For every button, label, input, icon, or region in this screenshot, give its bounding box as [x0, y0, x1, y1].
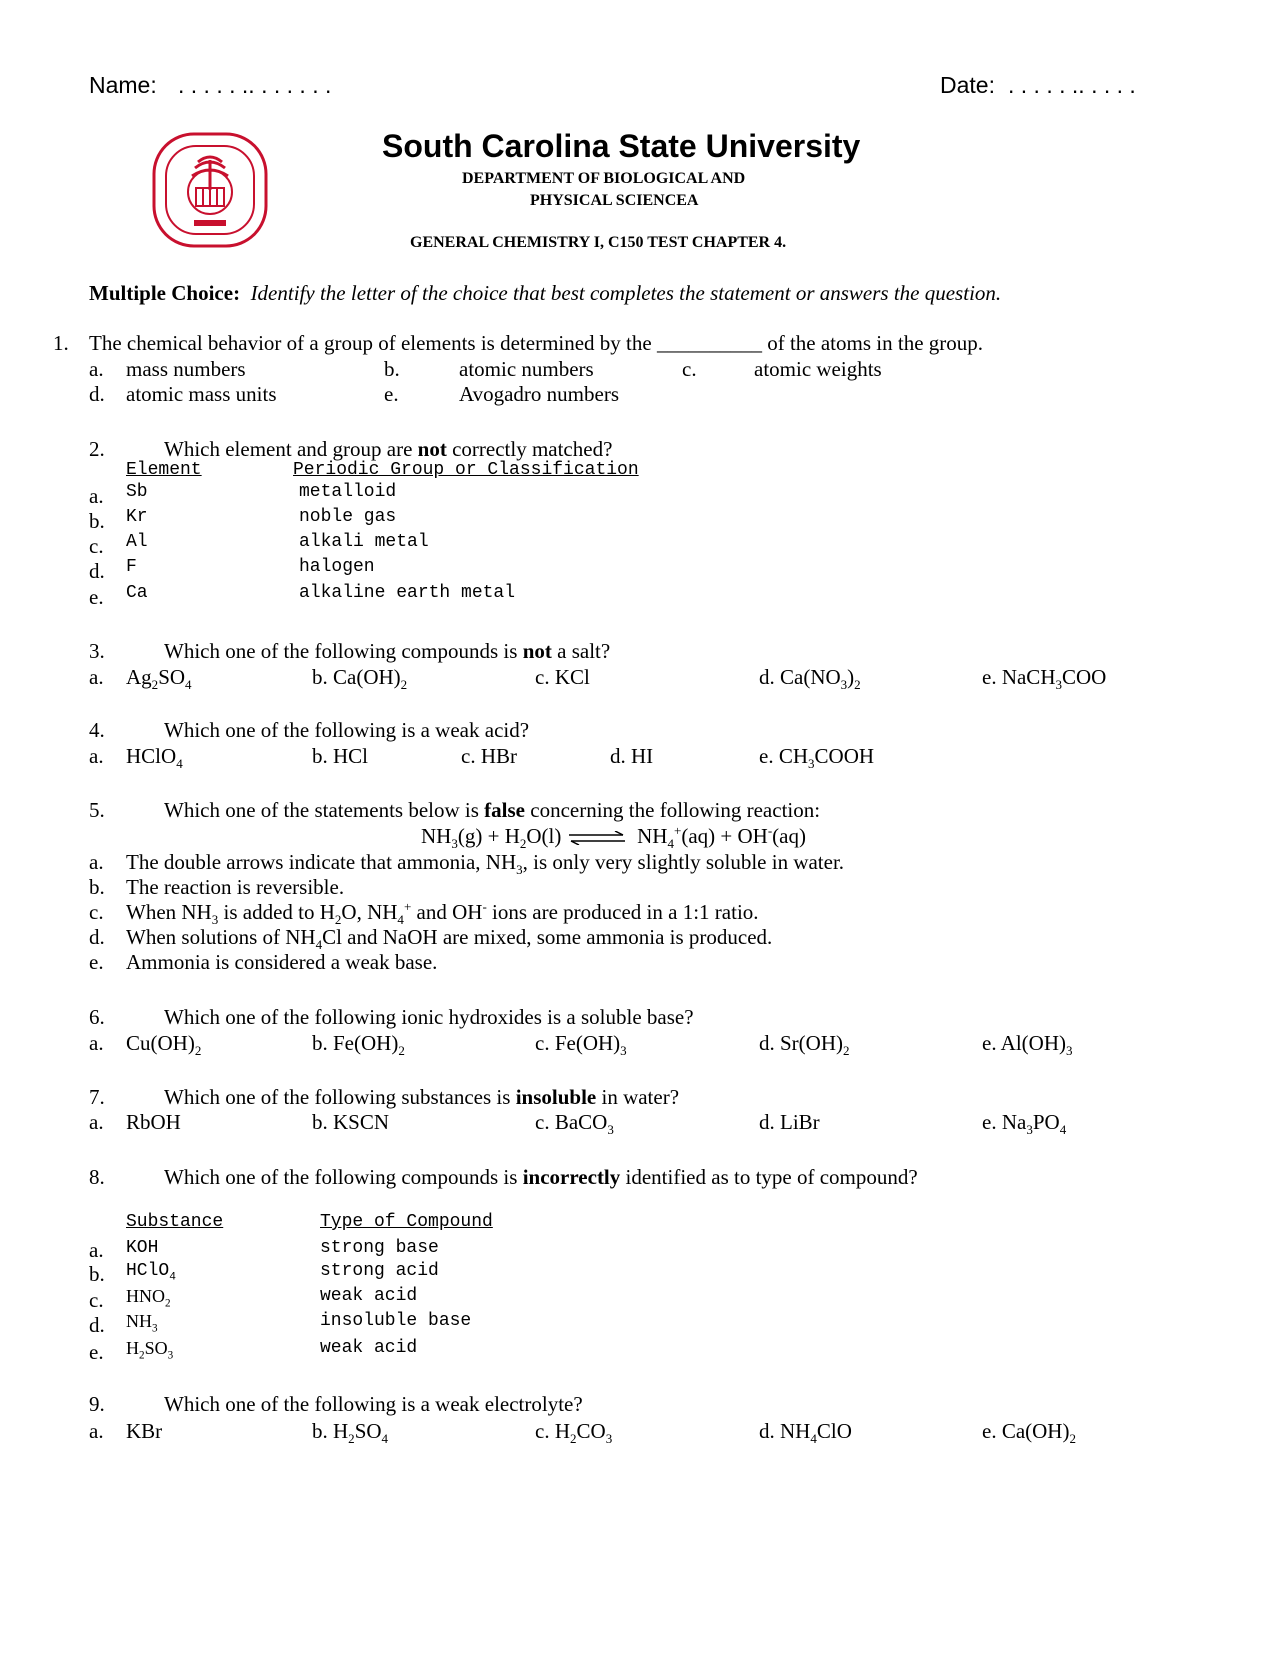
q1-choice-a[interactable]: mass numbers [126, 357, 246, 381]
q2-column-element: Element [126, 460, 202, 480]
question-3-text: Which one of the following compounds is not a salt? [164, 639, 611, 663]
q8-row-type[interactable]: strong acid [320, 1261, 439, 1281]
university-title: South Carolina State University [382, 128, 861, 164]
department-line-1: DEPARTMENT OF BIOLOGICAL AND [462, 170, 746, 187]
question-6-text: Which one of the following ionic hydroxides is a soluble base? [164, 1005, 694, 1029]
q5-choice-e-letter: e. [89, 950, 104, 974]
q4-choice-e[interactable]: e. $CH_3COOH$ [759, 744, 875, 772]
university-seal-icon [150, 130, 270, 250]
q2-row-letter: e. [89, 585, 104, 609]
question-6-number: 6. [89, 1005, 105, 1029]
q8-row-substance[interactable]: $H_2SO_3$ [126, 1338, 174, 1362]
q7-choice-e[interactable]: e. $Na_3PO_4$ [982, 1110, 1067, 1138]
q5-choice-c[interactable]: When $NH_3$ is added to $H_2O$, $NH_4^+$ and OH- ions are produced in a 1:1 ratio. [126, 899, 759, 928]
q6-choice-a-letter: a. [89, 1031, 104, 1055]
q4-choice-c[interactable]: c. HBr [461, 744, 517, 768]
q4-choice-b[interactable]: b. HCl [312, 744, 369, 768]
question-4-text: Which one of the following is a weak acid? [164, 718, 530, 742]
q3-choice-a-letter: a. [89, 665, 104, 689]
q4-choice-a[interactable]: HClO$_4$ [126, 744, 183, 772]
q5-reaction-equation: $NH_3(g) + H_2O(l)$ $NH_4^+(aq) + OH^-(aq)$ [421, 823, 806, 852]
q2-row-group[interactable]: alkaline earth metal [299, 583, 516, 603]
q1-choice-d[interactable]: atomic mass units [126, 382, 277, 406]
q2-row-group[interactable]: alkali metal [299, 532, 429, 552]
q6-choice-e[interactable]: e. $Al(OH)_3$ [982, 1031, 1073, 1059]
q9-choice-a[interactable]: KBr [126, 1419, 163, 1443]
q9-choice-d[interactable]: d. $NH_4ClO$ [759, 1419, 852, 1447]
q8-row-substance[interactable]: KOH [126, 1238, 159, 1258]
q7-choice-a-letter: a. [89, 1110, 104, 1134]
q1-choice-a-letter: a. [89, 357, 104, 381]
question-7-number: 7. [89, 1085, 105, 1109]
q5-choice-d[interactable]: When solutions of $NH_4Cl$ and NaOH are mixed, some ammonia is produced. [126, 925, 773, 953]
q7-choice-c[interactable]: c. BaCO$_3$ [535, 1110, 614, 1138]
q8-row-type[interactable]: insoluble base [320, 1311, 472, 1331]
q9-choice-c[interactable]: c. $H_2CO_3$ [535, 1419, 613, 1447]
question-9-text: Which one of the following is a weak electrolyte? [164, 1392, 583, 1416]
name-label: Name: [89, 72, 157, 98]
q6-choice-b[interactable]: b. $Fe(OH)_2$ [312, 1031, 405, 1059]
q8-row-letter: d. [89, 1313, 105, 1337]
question-1-text: The chemical behavior of a group of elements is determined by the __________ of the atoms in the group. [89, 331, 984, 355]
q1-choice-b[interactable]: atomic numbers [459, 357, 594, 381]
question-4-number: 4. [89, 718, 105, 742]
date-label: Date: [940, 72, 995, 98]
q2-column-group: Periodic Group or Classification [293, 460, 639, 480]
q2-row-letter: d. [89, 559, 105, 583]
q8-row-letter: a. [89, 1238, 104, 1262]
q8-row-type[interactable]: weak acid [320, 1286, 418, 1306]
course-title: GENERAL CHEMISTRY I, C150 TEST CHAPTER 4. [410, 234, 787, 251]
q1-choice-b-letter: b. [384, 357, 400, 381]
q1-choice-c[interactable]: atomic weights [754, 357, 882, 381]
q5-choice-a[interactable]: The double arrows indicate that ammonia, $NH_3$, is only very slightly soluble in water. [126, 850, 845, 878]
q7-choice-b[interactable]: b. KSCN [312, 1110, 390, 1134]
q4-choice-d[interactable]: d. HI [610, 744, 654, 768]
q5-choice-b[interactable]: The reaction is reversible. [126, 875, 345, 899]
q1-choice-c-letter: c. [682, 357, 697, 381]
q3-choice-d[interactable]: d. $Ca(NO_3)_2$ [759, 665, 861, 693]
date-field[interactable]: . . . . . .. . . . . [1008, 72, 1136, 98]
q2-row-element[interactable]: Ca [126, 583, 148, 603]
q8-row-letter: e. [89, 1340, 104, 1364]
q2-row-element[interactable]: F [126, 557, 137, 577]
q7-choice-a[interactable]: RbOH [126, 1110, 181, 1134]
instructions [89, 281, 1001, 306]
q6-choice-c[interactable]: c. $Fe(OH)_3$ [535, 1031, 627, 1059]
question-8-text: Which one of the following compounds is incorrectly identified as to type of compound? [164, 1165, 918, 1189]
question-3-number: 3. [89, 639, 105, 663]
q3-choice-a[interactable]: $Ag_2SO_4$ [126, 665, 192, 693]
department-line-2: PHYSICAL SCIENCEA [530, 192, 699, 209]
equilibrium-arrow-icon [567, 831, 627, 845]
q2-row-group[interactable]: halogen [299, 557, 375, 577]
question-2-number: 2. [89, 437, 105, 461]
q2-row-group[interactable]: noble gas [299, 507, 397, 527]
q1-choice-e[interactable]: Avogadro numbers [459, 382, 619, 406]
q6-choice-d[interactable]: d. $Sr(OH)_2$ [759, 1031, 850, 1059]
q2-row-element[interactable]: Al [126, 532, 148, 552]
question-2-text: Which element and group are not correctly matched? [164, 437, 613, 461]
q8-row-substance[interactable]: $HNO_2$ [126, 1286, 171, 1310]
question-9-number: 9. [89, 1392, 105, 1416]
instructions-label: Multiple Choice: [89, 281, 241, 305]
q8-row-substance[interactable]: HClO$_4$ [126, 1261, 176, 1284]
q5-choice-e[interactable]: Ammonia is considered a weak base. [126, 950, 438, 974]
q8-row-type[interactable]: strong base [320, 1238, 439, 1258]
question-7-text: Which one of the following substances is insoluble in water? [164, 1085, 680, 1109]
q9-choice-e[interactable]: e. $Ca(OH)_2$ [982, 1419, 1076, 1447]
q7-choice-d[interactable]: d. LiBr [759, 1110, 820, 1134]
q1-choice-d-letter: d. [89, 382, 105, 406]
q8-column-type: Type of Compound [320, 1212, 493, 1232]
question-1-number: 1. [53, 331, 69, 355]
q3-choice-b[interactable]: b. $Ca(OH)_2$ [312, 665, 408, 693]
q3-choice-c[interactable]: c. KCl [535, 665, 590, 689]
q4-choice-a-letter: a. [89, 744, 104, 768]
q5-choice-a-letter: a. [89, 850, 104, 874]
q2-row-group[interactable]: metalloid [299, 482, 397, 502]
q9-choice-a-letter: a. [89, 1419, 104, 1443]
q2-row-element[interactable]: Sb [126, 482, 148, 502]
q2-row-element[interactable]: Kr [126, 507, 148, 527]
q8-column-substance: Substance [126, 1212, 224, 1232]
q3-choice-e[interactable]: e. NaCH$_3$COO [982, 665, 1107, 693]
q2-row-letter: b. [89, 509, 105, 533]
name-field[interactable]: . . . . . .. . . . . . . [178, 72, 332, 98]
q6-choice-a[interactable]: $Cu(OH)_2$ [126, 1031, 202, 1059]
q1-choice-e-letter: e. [384, 382, 399, 406]
q2-row-letter: c. [89, 534, 104, 558]
q8-row-substance[interactable]: $NH_3$ [126, 1311, 158, 1335]
question-8-number: 8. [89, 1165, 105, 1189]
question-5-text: Which one of the statements below is false concerning the following reaction: [164, 798, 821, 822]
q9-choice-b[interactable]: b. $H_2SO_4$ [312, 1419, 389, 1447]
instructions-text: Identify the letter of the choice that best completes the statement or answers the question. [250, 281, 1002, 305]
q5-choice-c-letter: c. [89, 900, 104, 924]
q2-row-letter: a. [89, 484, 104, 508]
q8-row-letter: b. [89, 1262, 105, 1286]
q8-row-type[interactable]: weak acid [320, 1338, 418, 1358]
q8-row-letter: c. [89, 1288, 104, 1312]
question-5-number: 5. [89, 798, 105, 822]
q5-choice-b-letter: b. [89, 875, 105, 899]
q5-choice-d-letter: d. [89, 925, 105, 949]
